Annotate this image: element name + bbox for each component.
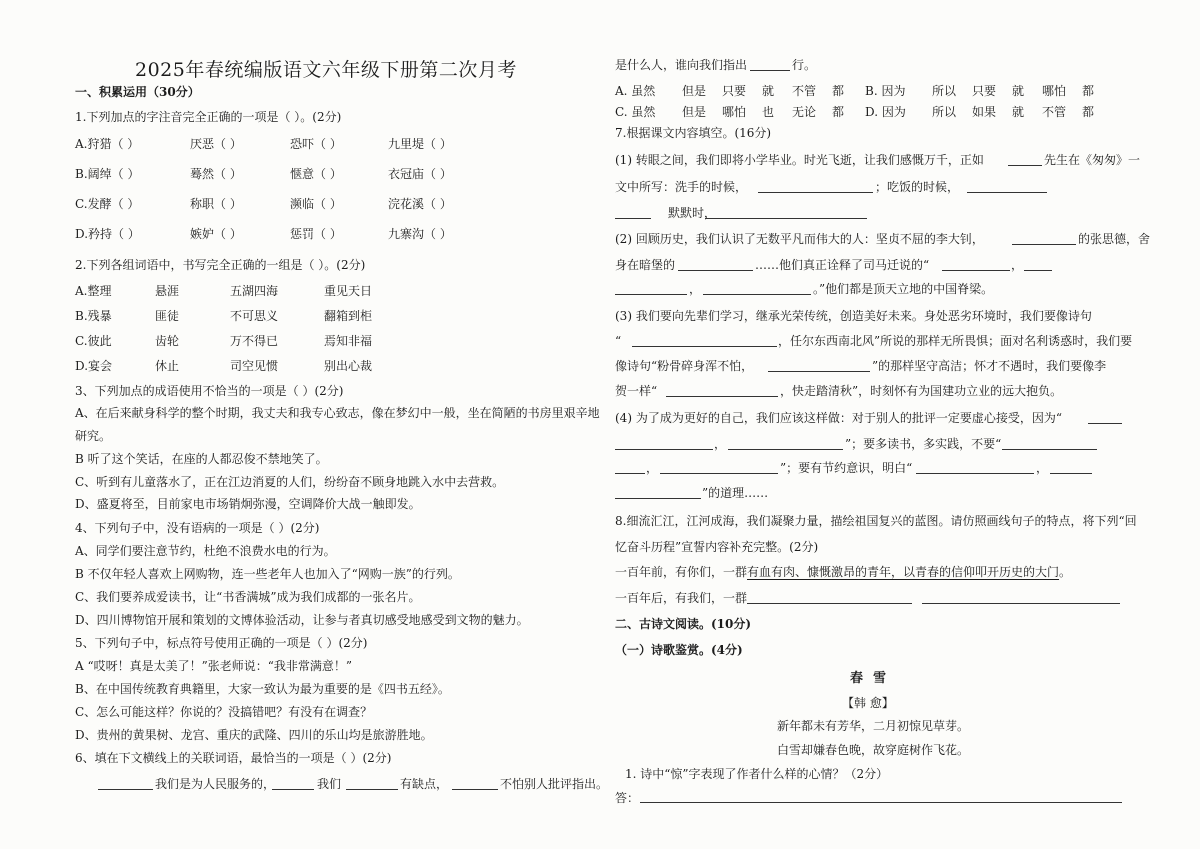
q2-option: 五湖四海: [230, 284, 279, 298]
q3-stem: 3、下列加点的成语使用不恰当的一项是（ ）(2分): [75, 384, 344, 398]
q3-option-b: B 听了这个笑话，在座的人都忍俊不禁地笑了。: [75, 452, 328, 466]
section-1-heading: 一、积累运用（30分）: [75, 85, 200, 99]
poem-line: 新年都未有芳华，二月初惊见草芽。: [777, 719, 970, 733]
q1-option: 称职（ ）: [190, 197, 242, 211]
q4-option-d: D、四川博物馆开展和策划的文博体验活动，让参与者真切感受地感受到文物的魅力。: [75, 613, 529, 627]
q8-stem-cont: 忆奋斗历程”宣誓内容补充完整。(2分): [615, 540, 819, 554]
q6-option-word: 如果: [972, 105, 997, 119]
q6-option-word: 就: [1012, 84, 1025, 98]
q1-option: A.狩猎（ ）: [75, 137, 140, 151]
answer-blank[interactable]: [615, 294, 687, 295]
q2-option: 焉知非福: [324, 334, 373, 348]
q6-option-word: 哪怕: [1042, 84, 1067, 98]
q7-part1-text: 默默时，: [668, 206, 717, 220]
q5-option-a: A “哎呀！真是太美了！”张老师说：“我非常满意！”: [75, 659, 353, 673]
q1-option: 九寨沟（ ）: [388, 227, 452, 241]
q1-option: D.矜持（ ）: [75, 227, 140, 241]
q8-example: [615, 565, 1071, 580]
q8-example-end: 。: [1059, 565, 1072, 579]
q8-example-prefix: 一百年前，有你们，一群: [615, 565, 748, 579]
answer-blank[interactable]: [615, 218, 651, 219]
answer-blank[interactable]: [1088, 423, 1122, 424]
q7-part4-comma: ，: [646, 461, 659, 475]
q1-option: 恐吓（ ）: [290, 137, 342, 151]
q2-option: 重见天日: [324, 284, 373, 298]
q6-option-word: 哪怕: [722, 105, 747, 119]
q3-option-d: D、盛夏将至，目前家电市场销炯弥漫，空调降价大战一触即发。: [75, 497, 421, 511]
q7-part2: (2) 回顾历史，我们认识了无数平凡而伟大的人：坚贞不屈的李大钊，: [615, 232, 984, 246]
answer-label: 答：: [615, 791, 640, 805]
q1-option: B.阔绰（ ）: [75, 167, 140, 181]
q6-option: D. 因为: [865, 105, 906, 119]
answer-blank[interactable]: [1002, 449, 1097, 450]
q6-option-word: 但是: [682, 105, 707, 119]
q1-option: 蓦然（ ）: [190, 167, 242, 181]
q4-option-a: A、同学们要注意节约，杜绝不浪费水电的行为。: [75, 544, 336, 558]
answer-blank[interactable]: [632, 346, 777, 347]
q7-part1-line2: 文中所写：洗手的时候，: [615, 180, 748, 194]
q7-part2-text: ……他们真正诠释了司马迁说的“: [755, 258, 930, 272]
answer-blank[interactable]: [1012, 244, 1076, 245]
answer-blank[interactable]: [346, 789, 398, 790]
answer-blank[interactable]: [272, 789, 314, 790]
q6-option-word: 不管: [792, 84, 817, 98]
q3-option-a-cont: 研究。: [75, 429, 112, 443]
q7-part2-cont: 的张思德，舍: [1078, 232, 1151, 246]
q6-continuation: 是什么人，谁向我们指出: [615, 58, 748, 72]
q6-option-word: 都: [1082, 105, 1095, 119]
q1-stem: 1.下列加点的字注音完全正确的一项是（ ）。(2分): [75, 110, 342, 124]
q6-text: 我们是为人民服务的，: [155, 777, 276, 791]
q7-stem: 7.根据课文内容填空。(16分): [615, 126, 772, 140]
q7-part3-line3: 像诗句“粉骨碎身浑不怕，: [615, 359, 754, 373]
q6-option-word: 都: [832, 105, 845, 119]
answer-blank[interactable]: [615, 473, 645, 474]
q1-option: 惬意（ ）: [290, 167, 342, 181]
q7-part4: (4) 为了成为更好的自己，我们应该这样做：对于别人的批评一定要虚心接受，因为“: [615, 411, 1062, 425]
answer-blank[interactable]: [705, 218, 867, 219]
answer-blank[interactable]: [1024, 270, 1052, 271]
answer-blank[interactable]: [660, 473, 778, 474]
q7-part2-line2: 身在暗堡的: [615, 258, 676, 272]
answer-blank[interactable]: [747, 603, 912, 604]
q5-option-c: C、怎么可能这样？你说的？没搞错吧？有没有在调查？: [75, 705, 373, 719]
q7-part1: (1) 转眼之间，我们即将小学毕业。时光飞逝，让我们感慨万千，正如: [615, 153, 984, 167]
q1-option: 嫉妒（ ）: [190, 227, 242, 241]
q2-option: 匪徒: [155, 309, 180, 323]
q7-part2-text: 。”他们都是顶天立地的中国脊梁。: [813, 282, 994, 296]
q6-option: C. 虽然: [615, 105, 656, 119]
q7-part4-text: ”的道理……: [702, 486, 769, 500]
answer-blank[interactable]: [615, 498, 701, 499]
answer-blank[interactable]: [98, 789, 153, 790]
q7-part3-text: ”的那样坚守高洁；怀才不遇时，我们要像李: [872, 359, 1107, 373]
q7-part4-text: ”；要有节约意识，明白“: [780, 461, 913, 475]
q7-part1-cont: 先生在《匆匆》一: [1044, 153, 1141, 167]
q6-option-word: 都: [1082, 84, 1095, 98]
poem-line: 白雪却嫌春色晚，故穿庭树作飞花。: [777, 743, 970, 757]
answer-blank[interactable]: [967, 192, 1047, 193]
q2-option: D.宴会: [75, 359, 113, 373]
answer-blank[interactable]: [666, 396, 778, 397]
q7-part3: (3) 我们要向先辈们学习，继承光荣传统，创造美好未来。身处恶劣环境时，我们要像诗句: [615, 309, 1092, 323]
answer-blank[interactable]: [942, 270, 1010, 271]
q7-part1-text: ；吃饭的时候，: [875, 180, 960, 194]
q8-example-underlined: 有血有肉、慷慨激昂的青年，以青春的信仰叩开历史的大门: [747, 565, 1060, 579]
q7-part4-comma: ，: [1036, 461, 1049, 475]
q2-option: 齿轮: [155, 334, 180, 348]
q5-option-b: B、在中国传统教育典籍里，大家一致认为最为重要的是《四书五经》。: [75, 682, 450, 696]
answer-blank[interactable]: [750, 70, 790, 71]
answer-line[interactable]: [640, 802, 1122, 803]
q6-option-word: 不管: [1042, 105, 1067, 119]
q6-stem: 6、填在下文横线上的关联词语，最恰当的一项是（ ）(2分): [75, 751, 392, 765]
answer-blank[interactable]: [768, 371, 870, 372]
q6-option-word: 但是: [682, 84, 707, 98]
q6-continuation-end: 行。: [792, 58, 817, 72]
q6-option: B. 因为: [865, 84, 906, 98]
q1-option: 九里堤（ ）: [388, 137, 452, 151]
q1-option: C.发酵（ ）: [75, 197, 140, 211]
q4-option-b: B 不仅年轻人喜欢上网购物，连一些老年人也加入了“网购一族”的行列。: [75, 567, 460, 581]
q1-option: 厌恶（ ）: [190, 137, 242, 151]
q2-option: 万不得已: [230, 334, 279, 348]
answer-blank[interactable]: [728, 449, 843, 450]
poem-question-1: 1. 诗中“惊”字表现了作者什么样的心情？（2分）: [625, 767, 889, 781]
q6-text: 有缺点，: [400, 777, 449, 791]
answer-blank[interactable]: [678, 270, 753, 271]
q1-option: 浣花溪（ ）: [388, 197, 452, 211]
q2-option: B.残暴: [75, 309, 112, 323]
answer-blank[interactable]: [1050, 473, 1092, 474]
q6-option-word: 就: [762, 84, 775, 98]
q6-option-word: 所以: [932, 105, 957, 119]
q3-option-a: A、在后来献身科学的整个时期，我丈夫和我专心致志，像在梦幻中一般，坐在简陋的书房里艰辛地: [75, 406, 600, 420]
poem-title: 春雪: [850, 671, 897, 686]
q7-part3-text: ，任尔东西南北风”所说的那样无所畏惧；面对名利诱惑时，我们要: [778, 334, 1133, 348]
q6-option-word: 都: [832, 84, 845, 98]
q6-option-word: 只要: [722, 84, 747, 98]
q7-part3-line4: 贺一样“: [615, 384, 658, 398]
q4-option-c: C、我们要养成爱读书，让“书香满城”成为我们成都的一张名片。: [75, 590, 421, 604]
q8-fill-prefix: 一百年后，有我们，一群: [615, 591, 748, 605]
q6-option-word: 只要: [972, 84, 997, 98]
q1-option: 惩罚（ ）: [290, 227, 342, 241]
q2-option: 休止: [155, 359, 180, 373]
q2-option: 翻箱到柜: [324, 309, 373, 323]
answer-blank[interactable]: [916, 473, 1034, 474]
q6-option-word: 无论: [792, 105, 817, 119]
q2-option: 司空见惯: [230, 359, 279, 373]
answer-blank[interactable]: [703, 294, 811, 295]
q4-stem: 4、下列句子中，没有语病的一项是（ ）(2分): [75, 521, 320, 535]
answer-blank[interactable]: [758, 192, 873, 193]
q7-part2-comma: ，: [1011, 258, 1024, 272]
answer-blank[interactable]: [615, 449, 713, 450]
answer-blank[interactable]: [452, 789, 498, 790]
q5-stem: 5、下列句子中，标点符号使用正确的一项是（ ）(2分): [75, 636, 368, 650]
q7-part3-text: ，快走踏清秋”，时刻怀有为国建功立业的远大抱负。: [780, 384, 1063, 398]
q3-option-c: C、听到有儿童落水了，正在江边消夏的人们，纷纷奋不顾身地跳入水中去营救。: [75, 475, 505, 489]
q1-option: 濒临（ ）: [290, 197, 342, 211]
q6-option-word: 所以: [932, 84, 957, 98]
q7-part3-quote: “: [615, 334, 622, 348]
q2-option: 不可思义: [230, 309, 279, 323]
q7-part2-comma: ，: [689, 282, 702, 296]
q2-stem: 2.下列各组词语中，书写完全正确的一组是（ ）。(2分): [75, 258, 366, 272]
answer-blank[interactable]: [1008, 165, 1042, 166]
q6-text: 不怕别人批评指出。: [500, 777, 609, 791]
q6-text: 我们: [317, 777, 342, 791]
q7-part4-text: ”；要多读书，多实践，不要“: [845, 437, 1002, 451]
q6-option: A. 虽然: [615, 84, 656, 98]
q5-option-d: D、贵州的黄果树、龙宫、重庆的武隆、四川的乐山均是旅游胜地。: [75, 728, 433, 742]
q6-option-word: 也: [762, 105, 775, 119]
subsection-poetry: （一）诗歌鉴赏。(4分): [615, 643, 743, 657]
q6-option-word: 就: [1012, 105, 1025, 119]
q1-option: 衣冠庙（ ）: [388, 167, 452, 181]
q7-part4-comma: ，: [714, 437, 727, 451]
q8-stem: 8.细流汇江，江河成海，我们凝聚力量，描绘祖国复兴的蓝图。请仿照画线句子的特点，将下列“回: [615, 514, 1137, 528]
q2-option: 别出心裁: [324, 359, 373, 373]
page-title: 2025年春统编版语文六年级下册第二次月考: [135, 59, 517, 81]
poem-author: 【韩 愈】: [842, 696, 894, 710]
q2-option: A.整理: [75, 284, 112, 298]
section-2-heading: 二、古诗文阅读。(10分): [615, 617, 752, 631]
answer-blank[interactable]: [922, 603, 1120, 604]
q2-option: 悬涯: [155, 284, 180, 298]
q2-option: C.彼此: [75, 334, 112, 348]
